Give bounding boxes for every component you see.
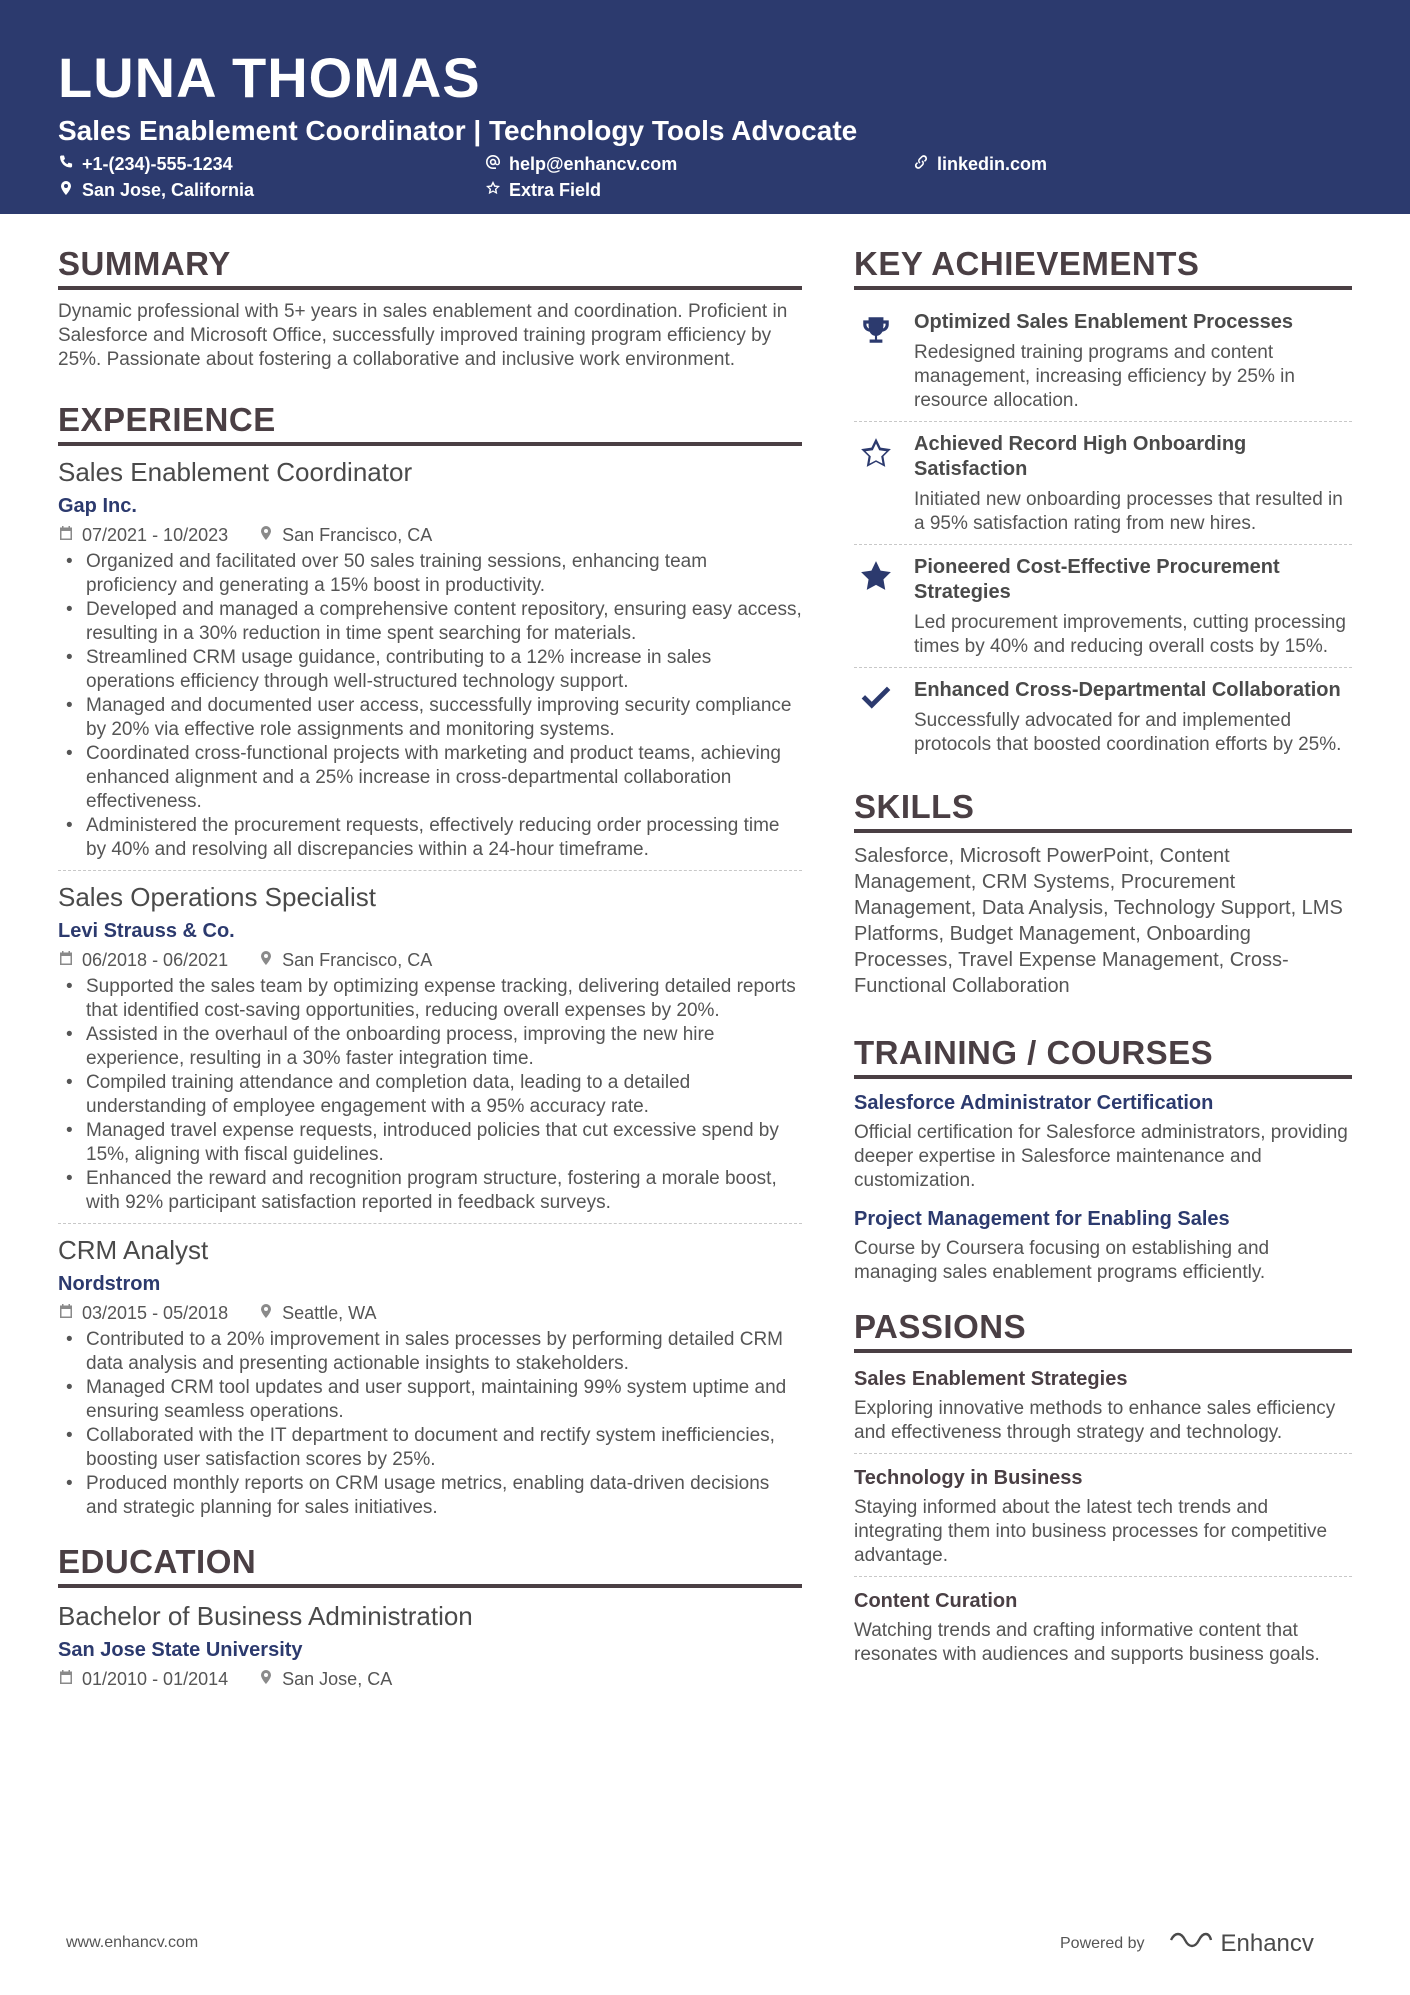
map-pin-icon — [258, 949, 274, 971]
resume-header — [0, 0, 1410, 214]
right-column — [854, 244, 1352, 1683]
achievement-body — [914, 432, 1352, 536]
contact-phone[interactable] — [58, 154, 233, 175]
education-location — [258, 1668, 392, 1690]
job-meta — [58, 524, 802, 546]
passion-desc: Staying informed about the latest tech trends and integrating them into business processes for competitive advantage. — [854, 1497, 1328, 1566]
star-outline-icon — [485, 180, 501, 201]
company-name: Nordstrom — [58, 1273, 161, 1295]
school: San Jose State University — [58, 1639, 303, 1661]
job-entry — [58, 456, 802, 871]
course-item — [854, 1089, 1352, 1193]
contact-email[interactable] — [485, 154, 677, 175]
email-text: help@enhancv.com — [509, 154, 678, 174]
passions-section — [854, 1307, 1352, 1675]
job-list — [58, 456, 802, 1528]
skills-section — [854, 787, 1352, 999]
powered-by-text: Powered by — [1060, 1934, 1145, 1952]
job-bullets — [58, 550, 802, 862]
summary-section — [58, 244, 802, 372]
course-desc: Official certification for Salesforce administrators, providing deeper expertise in Salesforce maintenance and customization. — [854, 1122, 1348, 1191]
map-pin-icon — [258, 524, 274, 546]
achievement-desc: Initiated new onboarding processes that resulted in a 95% satisfaction rating from new hires. — [914, 489, 1343, 534]
experience-heading: EXPERIENCE — [58, 400, 802, 446]
bullet-item: • Organized and facilitated over 50 sales training sessions, enhancing team proficiency and generating a 15% boost in productivity. — [58, 550, 802, 598]
checkmark-icon — [854, 678, 898, 757]
bullet-item: • Developed and managed a comprehensive content repository, ensuring easy access, resulting in a 30% reduction in time spent searching for materials. — [58, 598, 802, 646]
job-title: CRM Analyst — [58, 1235, 209, 1265]
job-meta — [58, 1302, 802, 1324]
passions-heading: PASSIONS — [854, 1307, 1352, 1353]
passion-desc: Watching trends and crafting informative content that resonates with audiences and supports business goals. — [854, 1620, 1320, 1665]
contact-info — [58, 154, 1352, 210]
degree: Bachelor of Business Administration — [58, 1601, 473, 1631]
candidate-name: LUNA THOMAS — [58, 46, 481, 109]
job-location — [258, 1302, 376, 1324]
job-dates-text: 03/2015 - 05/2018 — [82, 1303, 229, 1323]
skills-heading: SKILLS — [854, 787, 1352, 833]
course-title: Project Management for Enabling Sales — [854, 1208, 1230, 1230]
job-bullets — [58, 1328, 802, 1520]
trophy-icon — [854, 310, 898, 413]
job-location-text: San Francisco, CA — [282, 525, 433, 545]
bullet-item: • Streamlined CRM usage guidance, contributing to a 12% increase in sales operations efficiency through well-structured technology support. — [58, 646, 802, 694]
passion-list — [854, 1363, 1352, 1675]
brand-logo[interactable] — [1169, 1928, 1314, 1959]
calendar-icon — [58, 1668, 74, 1690]
job-title: Sales Enablement Coordinator — [58, 457, 413, 487]
job-location-text: San Francisco, CA — [282, 950, 433, 970]
achievement-title: Pioneered Cost-Effective Procurement Strategies — [914, 556, 1280, 603]
map-pin-icon — [258, 1668, 274, 1690]
summary-heading: SUMMARY — [58, 244, 802, 290]
map-pin-icon — [258, 1302, 274, 1324]
achievement-desc: Redesigned training programs and content management, increasing efficiency by 25% in resource allocation. — [914, 342, 1295, 411]
achievement-body — [914, 310, 1352, 413]
achievement-title: Achieved Record High Onboarding Satisfaction — [914, 433, 1247, 480]
passion-item — [854, 1585, 1352, 1675]
bullet-item: • Produced monthly reports on CRM usage metrics, enabling data-driven decisions and strategic planning for sales initiatives. — [58, 1472, 802, 1520]
contact-extra — [485, 180, 601, 201]
brand-name: Enhancv — [1220, 1929, 1314, 1957]
job-dates-text: 06/2018 - 06/2021 — [82, 950, 229, 970]
job-bullets — [58, 975, 802, 1215]
job-dates — [58, 949, 228, 971]
job-meta — [58, 949, 802, 971]
contact-location — [58, 180, 254, 201]
footer-branding — [1060, 1928, 1314, 1959]
course-item — [854, 1205, 1352, 1285]
company-name: Levi Strauss & Co. — [58, 920, 235, 942]
summary-text: Dynamic professional with 5+ years in sales enablement and coordination. Proficient in Salesforce and Microsoft Office, successfully improved training program efficiency by 25%. Passionate about fostering a collaborative and inclusive work environment. — [58, 301, 788, 370]
extra-text: Extra Field — [509, 180, 602, 200]
map-pin-icon — [58, 180, 74, 201]
achievements-heading: KEY ACHIEVEMENTS — [854, 244, 1352, 290]
calendar-icon — [58, 949, 74, 971]
candidate-role: Sales Enablement Coordinator | Technology Tools Advocate — [58, 115, 858, 146]
company-name: Gap Inc. — [58, 495, 137, 517]
achievement-desc: Successfully advocated for and implemented protocols that boosted coordination efforts by 25%. — [914, 710, 1342, 755]
bullet-item: • Compiled training attendance and completion data, leading to a detailed understanding of employee engagement with a 95% accuracy rate. — [58, 1071, 802, 1119]
course-title: Salesforce Administrator Certification — [854, 1092, 1214, 1114]
bullet-item: • Coordinated cross-functional projects with marketing and product teams, achieving enhanced alignment and a 25% increase in cross-departmental collaboration effectiveness. — [58, 742, 802, 814]
training-heading: TRAINING / COURSES — [854, 1033, 1352, 1079]
achievement-title: Optimized Sales Enablement Processes — [914, 311, 1294, 333]
job-location-text: Seattle, WA — [282, 1303, 377, 1323]
education-dates — [58, 1668, 228, 1690]
passion-title: Sales Enablement Strategies — [854, 1368, 1128, 1390]
achievement-body — [914, 678, 1352, 757]
job-dates — [58, 524, 228, 546]
achievement-list — [854, 300, 1352, 765]
achievement-item — [854, 668, 1352, 765]
bullet-item: • Collaborated with the IT department to document and rectify system inefficiencies, boosting user satisfaction scores by 25%. — [58, 1424, 802, 1472]
calendar-icon — [58, 524, 74, 546]
passion-item — [854, 1462, 1352, 1577]
achievement-item — [854, 422, 1352, 545]
job-dates — [58, 1302, 228, 1324]
education-section — [58, 1542, 802, 1690]
passion-title: Technology in Business — [854, 1467, 1083, 1489]
achievement-desc: Led procurement improvements, cutting processing times by 40% and reducing overall costs by 15%. — [914, 612, 1346, 657]
bullet-item: • Supported the sales team by optimizing expense tracking, delivering detailed reports that identified cost-saving opportunities, reducing overall expenses by 20%. — [58, 975, 802, 1023]
course-desc: Course by Coursera focusing on establishing and managing sales enablement programs efficiently. — [854, 1238, 1270, 1283]
job-entry — [58, 1234, 802, 1528]
passion-desc: Exploring innovative methods to enhance sales efficiency and effectiveness through strategy and technology. — [854, 1398, 1336, 1443]
link-text: linkedin.com — [937, 154, 1048, 174]
job-entry — [58, 881, 802, 1224]
contact-linkedin[interactable] — [913, 154, 1047, 175]
left-column — [58, 244, 802, 1694]
job-title: Sales Operations Specialist — [58, 882, 376, 912]
job-location — [258, 524, 432, 546]
achievement-body — [914, 555, 1352, 659]
education-meta — [58, 1668, 802, 1690]
skills-text: Salesforce, Microsoft PowerPoint, Content Management, CRM Systems, Procurement Management, Data Analysis, Technology Support, LMS Platforms, Budget Management, Onboarding Processes, Travel Expense Management, Cross-Functional Collaboration — [854, 845, 1343, 997]
achievements-section — [854, 244, 1352, 765]
bullet-item: • Assisted in the overhaul of the onboarding process, improving the new hire experience, resulting in a 30% faster integration time. — [58, 1023, 802, 1071]
passion-title: Content Curation — [854, 1590, 1018, 1612]
experience-section — [58, 400, 802, 1528]
footer-website[interactable]: www.enhancv.com — [66, 1934, 199, 1951]
achievement-title: Enhanced Cross-Departmental Collaboration — [914, 679, 1341, 701]
bullet-item: • Enhanced the reward and recognition program structure, fostering a morale boost, with 92% participant satisfaction reported in feedback surveys. — [58, 1167, 802, 1215]
training-section — [854, 1033, 1352, 1285]
star-outline-icon — [854, 432, 898, 536]
location-text: San Jose, California — [82, 180, 255, 200]
enhancv-logo-icon — [1169, 1928, 1213, 1959]
course-list — [854, 1089, 1352, 1285]
at-icon — [485, 154, 501, 175]
job-location — [258, 949, 432, 971]
job-dates-text: 07/2021 - 10/2023 — [82, 525, 229, 545]
bullet-item: • Contributed to a 20% improvement in sales processes by performing detailed CRM data analysis and presenting actionable insights to stakeholders. — [58, 1328, 802, 1376]
bullet-item: • Administered the procurement requests, effectively reducing order processing time by 40% and resolving all discrepancies within a 24-hour timeframe. — [58, 814, 802, 862]
education-heading: EDUCATION — [58, 1542, 802, 1588]
phone-icon — [58, 154, 74, 175]
star-icon — [854, 555, 898, 659]
bullet-item: • Managed and documented user access, successfully improving security compliance by 20% via effective role assignments and monitoring systems. — [58, 694, 802, 742]
phone-text: +1-(234)-555-1234 — [82, 154, 233, 174]
passion-item — [854, 1363, 1352, 1454]
achievement-item — [854, 300, 1352, 422]
link-icon — [913, 154, 929, 175]
education-dates-text: 01/2010 - 01/2014 — [82, 1669, 229, 1689]
bullet-item: • Managed CRM tool updates and user support, maintaining 99% system uptime and ensuring seamless operations. — [58, 1376, 802, 1424]
bullet-item: • Managed travel expense requests, introduced policies that cut excessive spend by 15%, aligning with fiscal guidelines. — [58, 1119, 802, 1167]
achievement-item — [854, 545, 1352, 668]
calendar-icon — [58, 1302, 74, 1324]
education-location-text: San Jose, CA — [282, 1669, 393, 1689]
